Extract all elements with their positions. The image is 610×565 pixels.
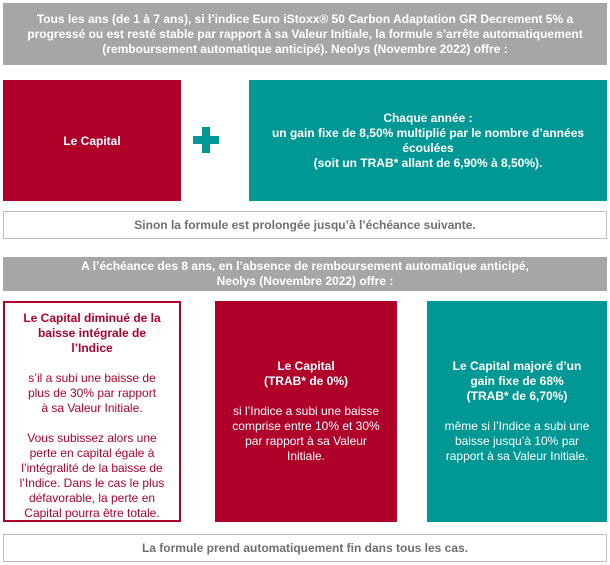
plus-icon [193,127,219,153]
end-note [3,534,607,562]
loss-scenario-box [3,301,181,522]
gain-condition: même si l’Indice a subi une baisse jusqu’à 10% par rapport à sa Valeur Initiale. [444,419,590,463]
capital-condition: si l’Indice a subi une baisse comprise entre 10% et 30% par rapport à sa Valeur Initiale. [232,404,380,463]
gain-trab: (TRAB* de 6,70%) [466,389,568,403]
gain-title: Le Capital majoré d’un gain fixe de 68% [452,359,582,388]
capital-trab: (TRAB* de 0%) [263,374,348,388]
annual-gain-trab: (soit un TRAB* allant de 6,90% à 8,50%). [313,155,543,170]
continue-note-text: Sinon la formule est prolongée jusqu’à l’échéance suivante. [134,218,476,232]
capital-title: Le Capital [277,359,335,373]
annual-gain-line: un gain fixe de 8,50% multiplié par le nombre d’années écoulées [271,125,585,155]
loss-warning: Vous subissez alors une perte en capital égale à l’intégralité de la baisse de l’Indice. Dans le cas le plus défavorable, la perte en Capital pourra être totale. [19,431,165,520]
top-banner-text: Tous les ans (de 1 à 7 ans), si l’indice Euro iStoxx® 50 Carbon Adaptation GR Decrement 5% a progressé ou est resté stable par rapport à sa Valeur Initiale, la formule s’arrête automatiquement (remboursement automatique anticipé). Neolys (Novembre 2022) offre : [27,11,583,56]
capital-scenario-box [215,301,397,522]
annual-capital-box [3,80,181,201]
gain-scenario-box [427,301,607,522]
maturity-banner [3,257,607,291]
annual-capital-label: Le Capital [63,133,121,148]
loss-condition: s’il a subi une baisse de plus de 30% par rapport à sa Valeur Initiale. [27,371,157,415]
annual-gain-box [249,80,607,201]
maturity-banner-text: A l’échéance des 8 ans, en l’absence de remboursement automatique anticipé, Neolys (Novembre 2022) offre : [81,259,529,288]
annual-gain-title: Chaque année : [383,110,473,125]
end-note-text: La formule prend automatiquement fin dans tous les cas. [141,541,469,555]
top-banner [3,3,607,65]
loss-title: Le Capital diminué de la baisse intégrale de l’Indice [23,311,161,355]
continue-note [3,211,607,239]
